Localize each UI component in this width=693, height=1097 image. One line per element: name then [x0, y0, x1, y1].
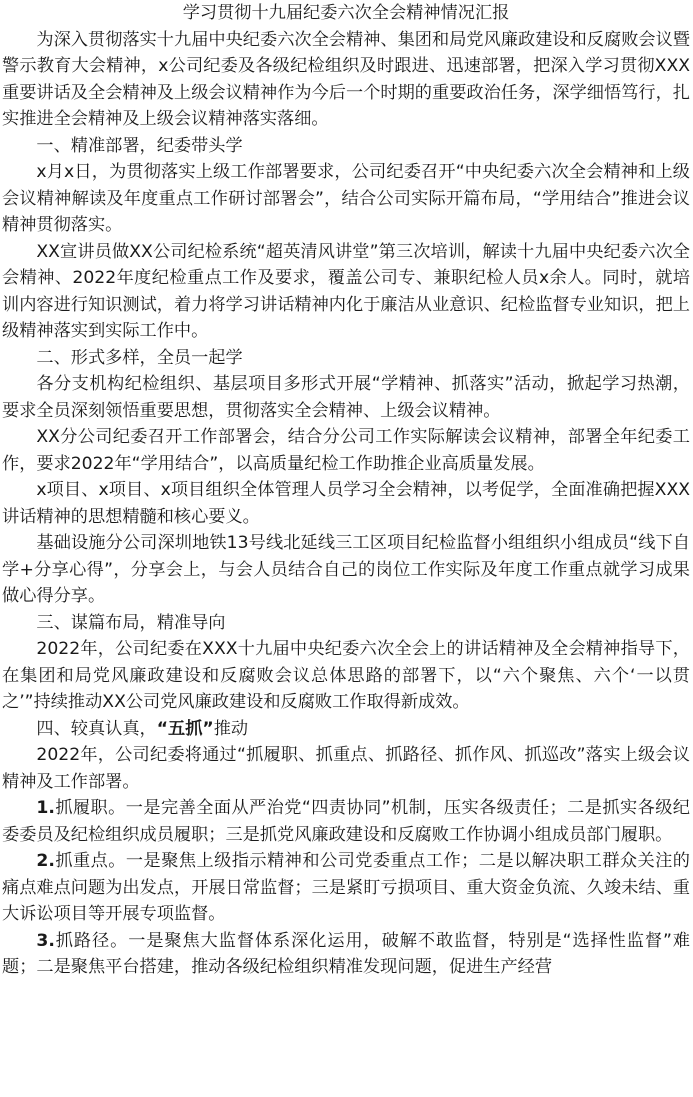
section-3-heading: 三、谋篇布局，精准导向 — [36, 612, 226, 633]
item-3-number: 3. — [36, 930, 55, 951]
section-2-paragraph-3: x项目、x项目、x项目组织全体管理人员学习全会精神，以考促学，全面准确把握XXX讲话精神的思想精髓和核心要义。 — [2, 480, 690, 527]
section-4-heading-part-a: 四、较真认真， — [36, 718, 157, 739]
section-4-item-3 — [2, 928, 690, 981]
document-title: 学习贯彻十九届纪委六次全会精神情况汇报 — [182, 3, 510, 23]
section-4-heading — [2, 716, 690, 743]
section-1-paragraph-1: x月x日，为贯彻落实上级工作部署要求，公司纪委召开“中央纪委六次全会精神和上级会议精神解读及年度重点工作研讨部署会”，结合公司实际开篇布局，“学用结合”推进会议精神贯彻落实。 — [2, 162, 690, 235]
section-4-item-1 — [2, 795, 690, 848]
section-3-paragraph-1: 2022年，公司纪委在XXX十九届中央纪委六次全会上的讲话精神及全会精神指导下，在集团和局党风廉政建设和反腐败会议总体思路的部署下，以“六个聚焦、六个‘一以贯之’”持续推动XX公司党风廉政建设和反腐败工作取得新成效。 — [2, 639, 690, 712]
item-2-number: 2. — [36, 851, 55, 871]
section-1-paragraph-2: XX宣讲员做XX公司纪检系统“超英清风讲堂”第三次培训，解读十九届中央纪委六次全会精神、2022年度纪检重点工作及要求，覆盖公司专、兼职纪检人员x余人。同时，就培训内容进行知识测试，着力将学习讲话精神内化于廉洁从业意识、纪检监督专业知识，把上级精神落实到实际工作中。 — [2, 241, 690, 341]
intro-paragraph: 为深入贯彻落实十九届中央纪委六次全会精神、集团和局党风廉政建设和反腐败会议暨警示教育大会精神，x公司纪委及各级纪检组织及时跟进、迅速部署，把深入学习贯彻XXX重要讲话及全会精神及上级会议精神作为今后一个时期的重要政治任务，深学细悟笃行，扎实推进全会精神及上级会议精神落实落细。 — [2, 29, 690, 129]
section-1-heading: 一、精准部署，纪委带头学 — [36, 135, 243, 156]
section-2-heading: 二、形式多样，全员一起学 — [36, 347, 243, 368]
section-2-paragraph-4: 基础设施分公司深圳地铁13号线北延线三工区项目纪检监督小组组织小组成员“线下自学+分享心得”，分享会上，与会人员结合自己的岗位工作实际及年度工作重点就学习成果做心得分享。 — [2, 533, 690, 606]
section-4-item-2 — [2, 848, 690, 928]
section-4-heading-emphasis: “五抓” — [156, 718, 214, 739]
item-1-text: 抓履职。一是完善全面从严治党“四责协同”机制，压实各级责任；二是抓实各级纪委委员及纪检组织成员履职；三是抓党风廉政建设和反腐败工作协调小组成员部门履职。 — [2, 798, 690, 845]
section-4-heading-part-c: 推动 — [213, 718, 249, 739]
item-2-text: 抓重点。一是聚焦上级指示精神和公司党委重点工作；二是以解决职工群众关注的痛点难点问题为出发点，开展日常监督；三是紧盯亏损项目、重大资金负流、久竣未结、重大诉讼项目等开展专项监督。 — [2, 851, 690, 924]
section-2-paragraph-1: 各分支机构纪检组织、基层项目多形式开展“学精神、抓落实”活动，掀起学习热潮，要求全员深刻领悟重要思想，贯彻落实全会精神、上级会议精神。 — [2, 374, 690, 421]
item-3-text: 抓路径。一是聚焦大监督体系深化运用，破解不敢监督，特别是“选择性监督”难题；二是聚焦平台搭建，推动各级纪检组织精准发现问题，促进生产经营 — [2, 930, 690, 977]
section-4-paragraph-1: 2022年，公司纪委将通过“抓履职、抓重点、抓路径、抓作风、抓巡改”落实上级会议精神及工作部署。 — [2, 745, 690, 792]
item-1-number: 1. — [36, 798, 55, 818]
section-2-paragraph-2: XX分公司纪委召开工作部署会，结合分公司工作实际解读会议精神，部署全年纪委工作，要求2022年“学用结合”，以高质量纪检工作助推企业高质量发展。 — [2, 427, 690, 474]
